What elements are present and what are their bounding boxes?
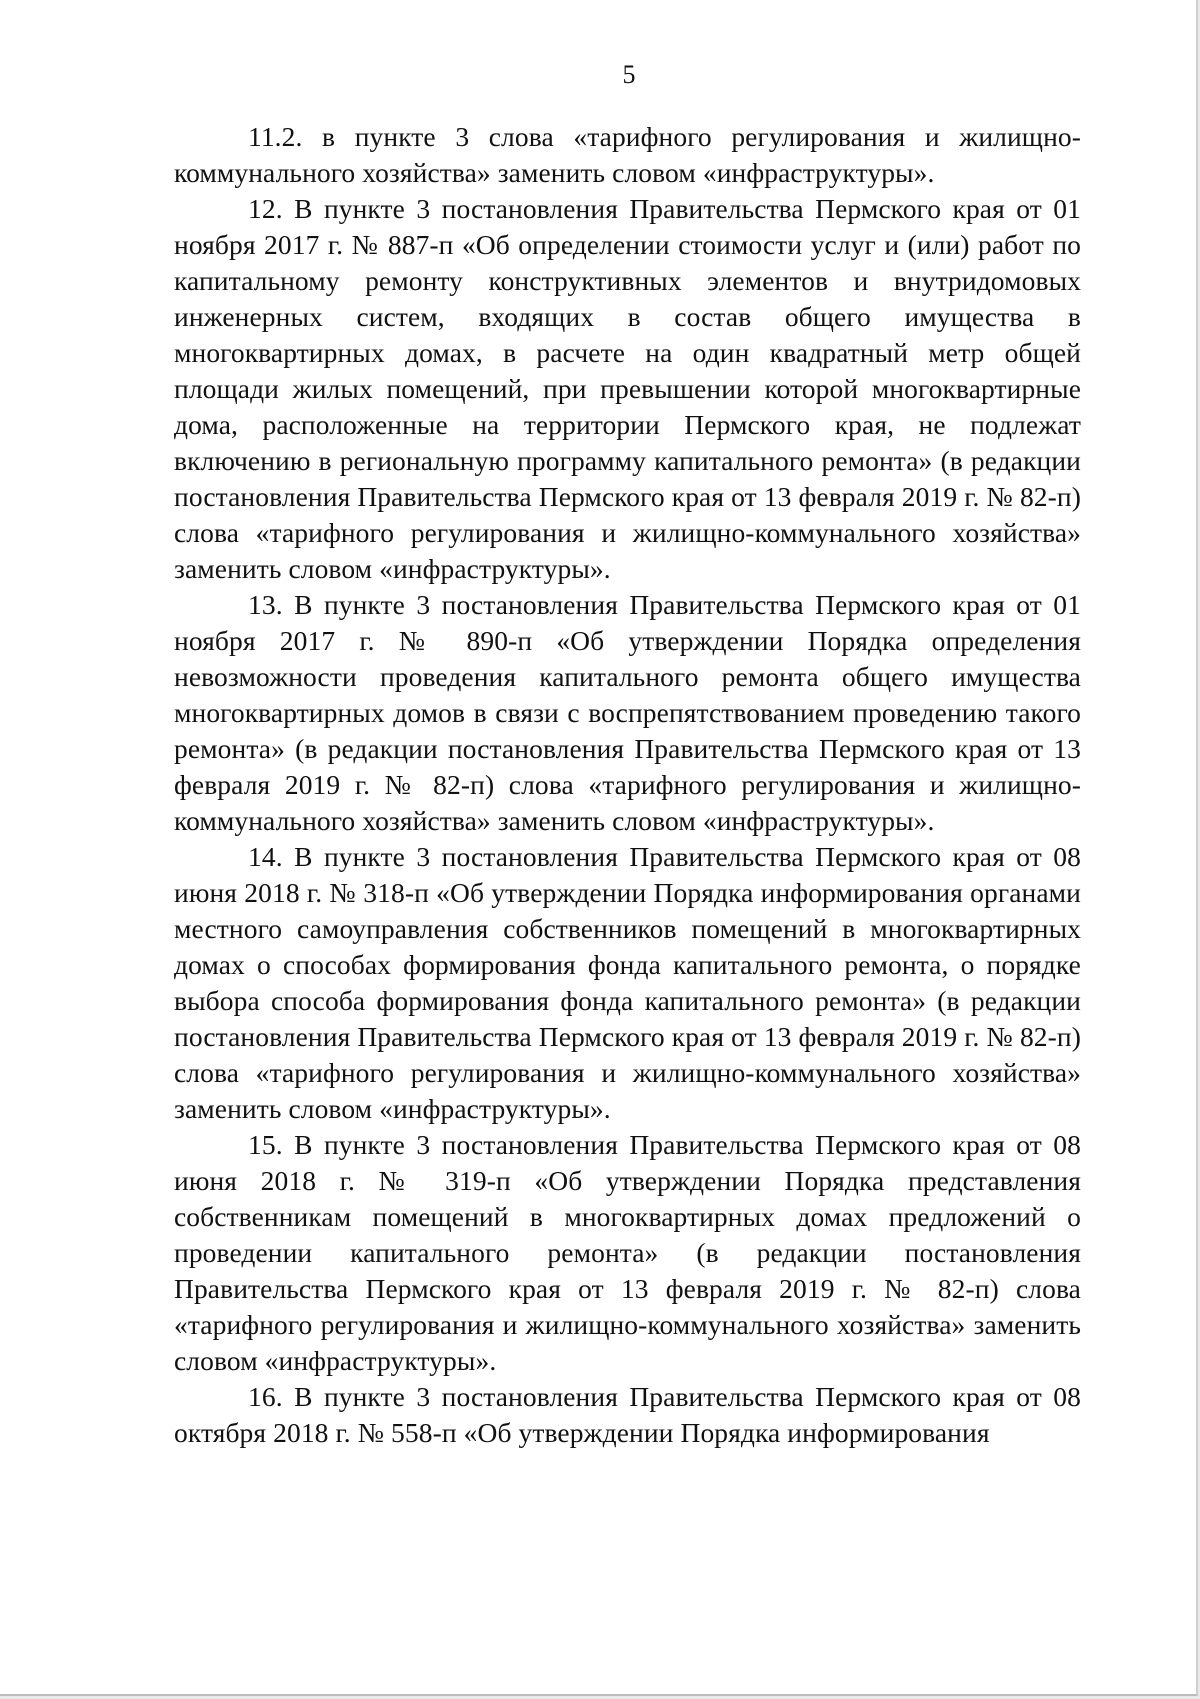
page-number: 5 <box>622 60 636 89</box>
paragraph-14: 14. В пункте 3 постановления Правительства Пермского края от 08 июня 2018 г. № 318-п «Об утверждении Порядка информирования органами местного самоуправления собственников помещений в многоквартирных домах о способах формирования фонда капитального ремонта, о порядке выбора способа формирования фонда капитального ремонта» (в редакции постановления Правительства Пермского края от 13 февраля 2019 г. № 82-п) слова «тарифного регулирования и жилищно-коммунального хозяйства» заменить словом «инфраструктуры». <box>174 841 1081 1124</box>
document-body <box>174 119 1081 1451</box>
paragraph-11-2: 11.2. в пункте 3 слова «тарифного регулирования и жилищно-коммунального хозяйства» заменить словом «инфраструктуры». <box>174 121 1081 188</box>
paragraph-13: 13. В пункте 3 постановления Правительства Пермского края от 01 ноября 2017 г. № 890-п «Об утверждении Порядка определения невозможности проведения капитального ремонта общего имущества многоквартирных домов в связи с воспрепятствованием проведению такого ремонта» (в редакции постановления Правительства Пермского края от 13 февраля 2019 г. № 82-п) слова «тарифного регулирования и жилищно-коммунального хозяйства» заменить словом «инфраструктуры». <box>174 589 1081 836</box>
paragraph-12: 12. В пункте 3 постановления Правительства Пермского края от 01 ноября 2017 г. № 887-п «Об определении стоимости услуг и (или) работ по капитальному ремонту конструктивных элементов и внутридомовых инженерных систем, входящих в состав общего имущества в многоквартирных домах, в расчете на один квадратный метр общей площади жилых помещений, при превышении которой многоквартирные дома, расположенные на территории Пермского края, не подлежат включению в региональную программу капитального ремонта» (в редакции постановления Правительства Пермского края от 13 февраля 2019 г. № 82-п) слова «тарифного регулирования и жилищно-коммунального хозяйства» заменить словом «инфраструктуры». <box>174 193 1081 584</box>
paragraph-15: 15. В пункте 3 постановления Правительства Пермского края от 08 июня 2018 г. № 319-п «Об утверждении Порядка представления собственникам помещений в многоквартирных домах предложений о проведении капитального ремонта» (в редакции постановления Правительства Пермского края от 13 февраля 2019 г. № 82-п) слова «тарифного регулирования и жилищно-коммунального хозяйства» заменить словом «инфраструктуры». <box>174 1129 1081 1376</box>
paragraph-16: 16. В пункте 3 постановления Правительства Пермского края от 08 октября 2018 г. № 558-п «Об утверждении Порядка информирования <box>174 1381 1081 1448</box>
